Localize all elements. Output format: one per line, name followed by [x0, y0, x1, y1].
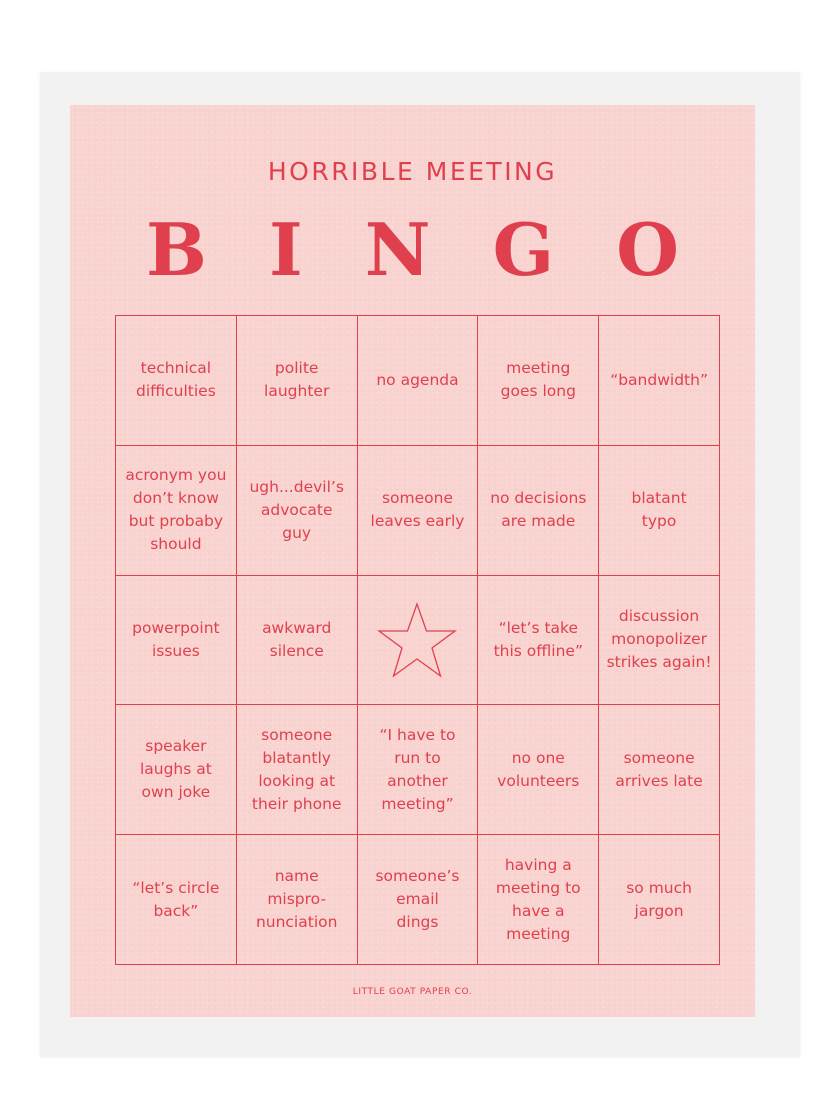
card-title — [70, 205, 755, 295]
bingo-cell: “let’s take this offline” — [478, 576, 599, 706]
bingo-cell: someone blatantly looking at their phone — [237, 705, 358, 835]
bingo-cell: awkward silence — [237, 576, 358, 706]
bingo-cell: having a meeting to have a meeting — [478, 835, 599, 965]
brand-footer: LITTLE GOAT PAPER CO. — [352, 987, 473, 997]
bingo-cell: no agenda — [358, 316, 479, 446]
title-letter-g: G — [492, 207, 555, 292]
bingo-cell: speaker laughs at own joke — [116, 705, 237, 835]
bingo-cell: so much jargon — [599, 835, 720, 965]
bingo-cell: “I have to run to another meeting” — [358, 705, 479, 835]
bingo-cell: name mispro- nunciation — [237, 835, 358, 965]
bingo-cell: blatant typo — [599, 446, 720, 576]
bingo-card — [70, 105, 755, 1017]
bingo-cell: acronym you don’t know but probaby should — [116, 446, 237, 576]
title-letter-i: I — [268, 207, 303, 292]
bingo-cell: “bandwidth” — [599, 316, 720, 446]
title-letter-o: O — [616, 207, 679, 292]
bingo-cell: someone arrives late — [599, 705, 720, 835]
bingo-cell: powerpoint issues — [116, 576, 237, 706]
bingo-cell: technical difficulties — [116, 316, 237, 446]
free-space-cell — [358, 576, 479, 706]
bingo-cell: no one volunteers — [478, 705, 599, 835]
card-subtitle: HORRIBLE MEETING — [267, 157, 558, 186]
star-outline-icon — [375, 600, 459, 680]
bingo-cell: polite laughter — [237, 316, 358, 446]
title-letter-n: N — [364, 207, 431, 292]
bingo-cell: no decisions are made — [478, 446, 599, 576]
bingo-cell: someone’s email dings — [358, 835, 479, 965]
bingo-cell: meeting goes long — [478, 316, 599, 446]
bingo-cell: someone leaves early — [358, 446, 479, 576]
bingo-cell: “let’s circle back” — [116, 835, 237, 965]
title-letter-b: B — [146, 207, 207, 292]
bingo-cell: ugh...devil’s advocate guy — [237, 446, 358, 576]
bingo-cell: discussion monopolizer strikes again! — [599, 576, 720, 706]
bingo-grid — [115, 315, 720, 965]
